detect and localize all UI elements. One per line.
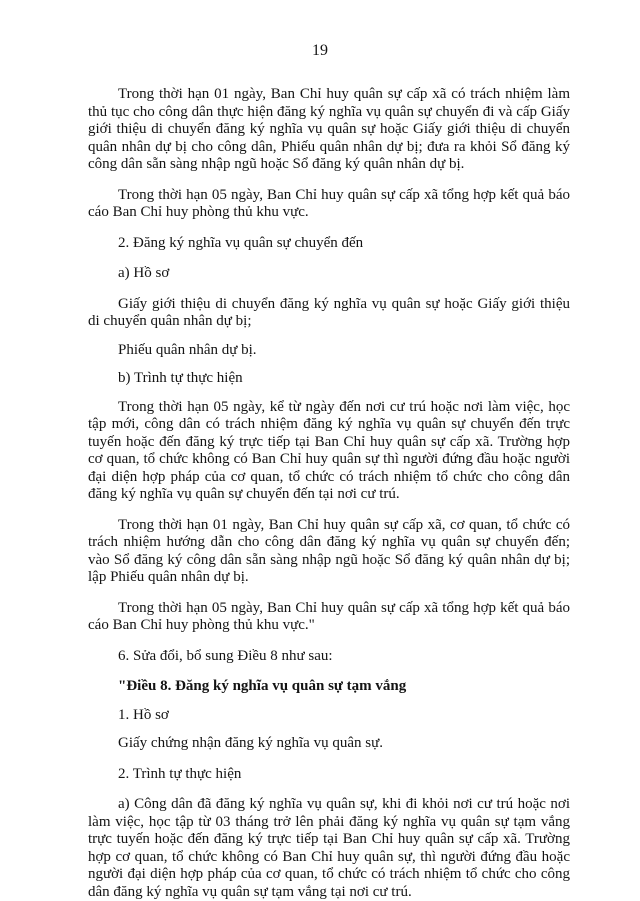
paragraph-transfer-out-one-day: Trong thời hạn 01 ngày, Ban Chỉ huy quân sự cấp xã có trách nhiệm làm thủ tục cho công dân thực hiện đăng ký nghĩa vụ quân sự chuyển đi và cấp Giấy giới thiệu di chuyển đăng ký nghĩa vụ quân sự hoặc Giấy giới thiệu di chuyển quân nhân dự bị cho công dân, Phiếu quân nhân dự bị; đưa ra khỏi Sổ đăng ký công dân sẵn sàng nhập ngũ hoặc Sổ đăng ký quân nhân dự bị. [88,86,570,172]
subsection-documents-heading: a) Hồ sơ [118,265,170,281]
page-number: 19 [312,42,328,59]
paragraph-transfer-in-five-days: Trong thời hạn 05 ngày, kể từ ngày đến nơi cư trú hoặc nơi làm việc, học tập mới, công dân có trách nhiệm đăng ký nghĩa vụ quân sự chuyển đến trực tuyến hoặc đến đăng ký trực tiếp tại Ban Chỉ huy quân sự cấp xã. Trường hợp cơ quan, tổ chức không có Ban Chỉ huy quân sự thì người đứng đầu hoặc người đại diện hợp pháp của cơ quan, tổ chức có trách nhiệm tổ chức cho công dân đăng ký nghĩa vụ quân sự chuyển đến tại nơi cư trú. [88,398,570,502]
section-transfer-in-heading: 2. Đăng ký nghĩa vụ quân sự chuyển đến [118,234,364,251]
paragraph-temporary-absence: a) Công dân đã đăng ký nghĩa vụ quân sự, khi đi khỏi nơi cư trú hoặc nơi làm việc, học tập từ 03 tháng trở lên phải đăng ký nghĩa vụ quân sự tạm vắng trực tuyến hoặc đến đăng ký trực tiếp tại Ban Chỉ huy quân sự cấp xã. Trường hợp cơ quan, tổ chức không có Ban Chỉ huy quân sự, thì người đứng đầu hoặc người đại diện hợp pháp của cơ quan, tổ chức có trách nhiệm tổ chức cho công dân đăng ký nghĩa vụ quân sự tạm vắng tại nơi cư trú. [88,796,570,900]
paragraph-reserve-card: Phiếu quân nhân dự bị. [118,341,257,358]
paragraph-registration-certificate: Giấy chứng nhận đăng ký nghĩa vụ quân sự. [118,735,383,751]
amendment-item-6: 6. Sửa đổi, bổ sung Điều 8 như sau: [118,647,333,664]
article-8-documents-heading: 1. Hồ sơ [118,706,169,723]
subsection-procedure-heading: b) Trình tự thực hiện [118,370,243,386]
paragraph-transfer-in-report: Trong thời hạn 05 ngày, Ban Chỉ huy quân sự cấp xã tổng hợp kết quả báo cáo Ban Chỉ huy phòng thủ khu vực." [88,599,570,633]
paragraph-transfer-letter: Giấy giới thiệu di chuyển đăng ký nghĩa vụ quân sự hoặc Giấy giới thiệu di chuyển quân nhân dự bị; [88,295,570,329]
paragraph-transfer-out-five-days: Trong thời hạn 05 ngày, Ban Chỉ huy quân sự cấp xã tổng hợp kết quả báo cáo Ban Chỉ huy phòng thủ khu vực. [88,186,570,220]
document-body [88,86,570,901]
article-8-title: "Điều 8. Đăng ký nghĩa vụ quân sự tạm vắng [118,678,407,694]
article-8-procedure-heading: 2. Trình tự thực hiện [118,765,242,782]
paragraph-transfer-in-one-day: Trong thời hạn 01 ngày, Ban Chỉ huy quân sự cấp xã, cơ quan, tổ chức có trách nhiệm hướng dẫn cho công dân đăng ký nghĩa vụ quân sự chuyển đến; vào Sổ đăng ký công dân sẵn sàng nhập ngũ hoặc Sổ đăng ký quân nhân dự bị; lập Phiếu quân nhân dự bị. [88,516,570,585]
